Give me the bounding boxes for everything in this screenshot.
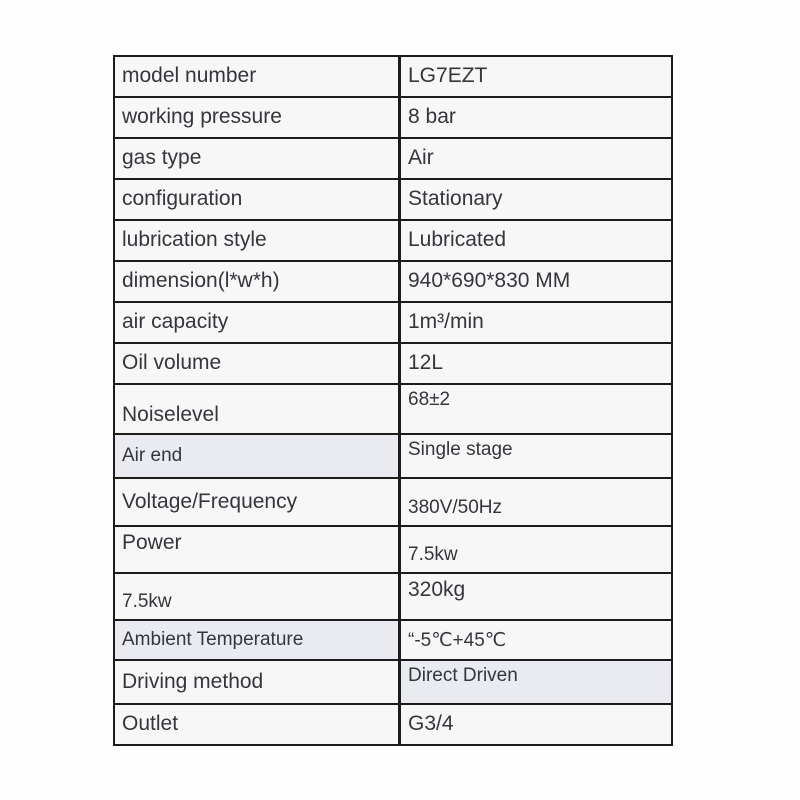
table-row (114, 179, 672, 220)
spec-value: 940*690*830 MM (400, 261, 673, 302)
table-row (114, 220, 672, 261)
table-row (114, 343, 672, 384)
spec-label: model number (114, 56, 400, 97)
spec-label: Outlet (114, 704, 400, 745)
spec-value: LG7EZT (400, 56, 673, 97)
spec-value: Air (400, 138, 673, 179)
spec-value: 68±2 (400, 384, 673, 434)
spec-label: working pressure (114, 97, 400, 138)
spec-value: 320kg (400, 573, 673, 620)
spec-label: air capacity (114, 302, 400, 343)
table-row (114, 526, 672, 573)
spec-label: gas type (114, 138, 400, 179)
table-row (114, 620, 672, 659)
spec-label: 7.5kw (114, 573, 400, 620)
table-row (114, 97, 672, 138)
spec-value: Single stage (400, 434, 673, 478)
table-row (114, 384, 672, 434)
spec-value: “-5℃+45℃ (400, 620, 673, 659)
spec-value: 12L (400, 343, 673, 384)
table-row (114, 302, 672, 343)
table-row (114, 573, 672, 620)
spec-table-body (114, 56, 672, 745)
spec-table (113, 55, 673, 746)
spec-value: 380V/50Hz (400, 478, 673, 525)
spec-value: 8 bar (400, 97, 673, 138)
table-row (114, 434, 672, 478)
spec-value: 7.5kw (400, 526, 673, 573)
spec-label: lubrication style (114, 220, 400, 261)
spec-value: 1m³/min (400, 302, 673, 343)
spec-label: Driving method (114, 660, 400, 704)
table-row (114, 704, 672, 745)
spec-label: Power (114, 526, 400, 573)
table-row (114, 660, 672, 704)
spec-label: Air end (114, 434, 400, 478)
table-row (114, 56, 672, 97)
spec-label: Voltage/Frequency (114, 478, 400, 525)
spec-label: dimension(l*w*h) (114, 261, 400, 302)
spec-label: configuration (114, 179, 400, 220)
table-row (114, 138, 672, 179)
spec-value: G3/4 (400, 704, 673, 745)
spec-label: Ambient Temperature (114, 620, 400, 659)
spec-value: Lubricated (400, 220, 673, 261)
spec-value: Stationary (400, 179, 673, 220)
spec-label: Oil volume (114, 343, 400, 384)
spec-label: Noiselevel (114, 384, 400, 434)
table-row (114, 261, 672, 302)
table-row (114, 478, 672, 525)
spec-value: Direct Driven (400, 660, 673, 704)
